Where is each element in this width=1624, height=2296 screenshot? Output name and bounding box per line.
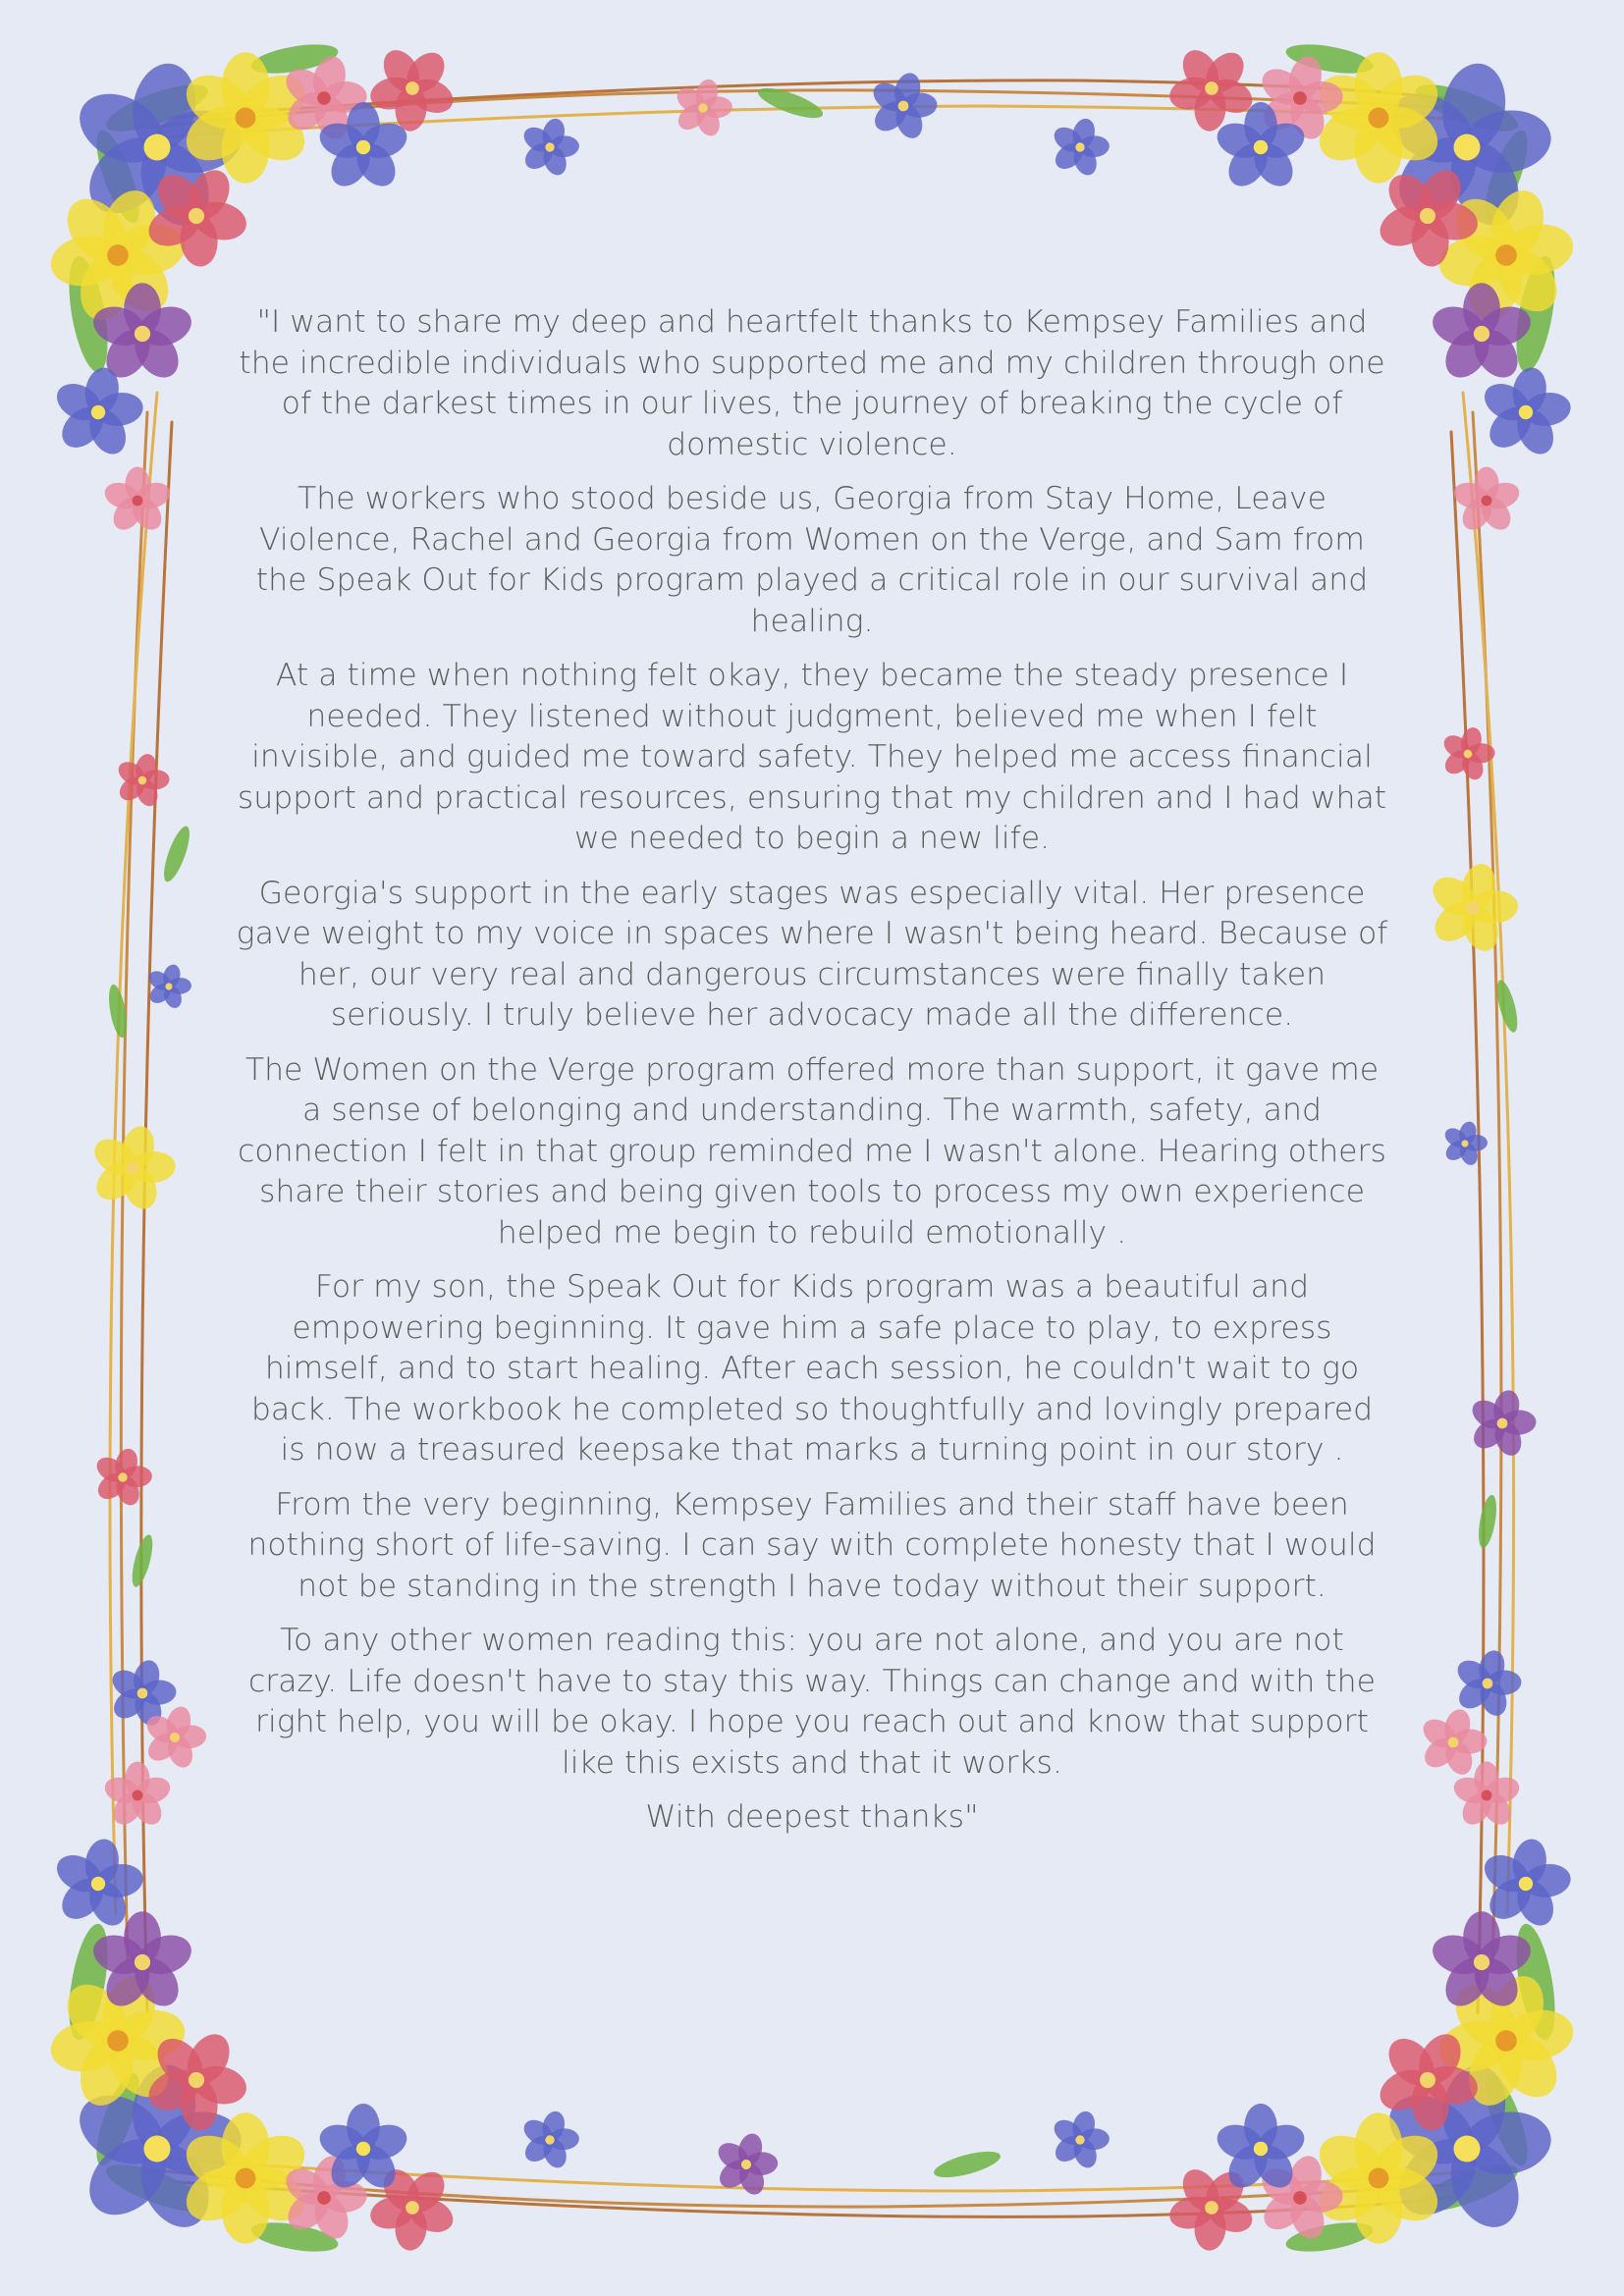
letter-paragraph: For my son, the Speak Out for Kids program was a beautiful and empowering beginning. It gave him a safe place to play, to express himself, and to start healing. After each session, he couldn't wait to go back. The workbook he completed so thoughtfully and lovingly prepared is now a treasured keepsake that marks a turning point in our story . <box>250 1269 1374 1468</box>
flower-icon <box>1471 359 1582 466</box>
flower-icon <box>78 1115 189 1222</box>
flower-icon <box>1042 2104 1117 2177</box>
leaf-icon <box>159 824 194 884</box>
letter-paragraph: The workers who stood beside us, Georgia from Stay Home, Leave Violence, Rachel and Georgia from Women on the Verge, and Sam from the Speak Out for Kids program played a critical role in our survival and healing. <box>255 481 1369 639</box>
flower-icon <box>665 72 740 145</box>
thank-you-letter <box>236 302 1388 1852</box>
flower-icon <box>1450 467 1522 536</box>
leaf-icon <box>932 2146 1003 2182</box>
letter-paragraph: Georgia's support in the early stages was especially vital. Her presence gave weight to my voice in spaces where I wasn't being heard. Because of her, our very real and dangerous circumstances were finally taken seriously. I truly believe her advocacy made all the difference. <box>236 875 1388 1033</box>
letter-paragraph: From the very beginning, Kempsey Families and their staff have been nothing short of life-saving. I can say with complete honesty that I would not be standing in the strength I have today without their support. <box>247 1486 1377 1604</box>
flower-icon <box>43 359 154 466</box>
flower-icon <box>1042 111 1117 185</box>
letter-paragraph: The Women on the Verge program offered more than support, it gave me a sense of belonging and understanding. The warmth, safety, and connection I felt in that group reminded me I wasn't alone. Hearing others share their stories and being given tools to process my own experience helped me begin to rebuild emotionally . <box>238 1051 1386 1251</box>
flower-icon <box>512 2104 587 2177</box>
letter-paragraph: To any other women reading this: you are not alone, and you are not crazy. Life doesn't have to stay this way. Things can change and with the right help, you will be okay. I hope you reach out and know that support like this exists and that it works. <box>247 1623 1376 1781</box>
flower-icon <box>705 2125 786 2205</box>
letter-paragraph: At a time when nothing felt okay, they became the steady presence I needed. They listened without judgment, believed me when I felt invisible, and guided me toward safety. They helped me access financial support and practical resources, ensuring that my children and I had what we needed to begin a new life. <box>237 658 1387 856</box>
letter-sign-off: With deepest thanks" <box>645 1799 979 1835</box>
flower-icon <box>107 747 177 815</box>
leaf-icon <box>128 1532 156 1588</box>
flower-icon <box>101 467 173 536</box>
leaf-icon <box>1476 1494 1500 1550</box>
leaf-icon <box>755 82 826 124</box>
flower-icon <box>1435 1115 1493 1172</box>
flower-icon <box>512 111 587 185</box>
letter-paragraph: "I want to share my deep and heartfelt thanks to Kempsey Families and the incredible individuals who supported me and my children through one of the darkest times in our lives, the journey of breaking the cycle of domestic violence. <box>239 304 1385 462</box>
